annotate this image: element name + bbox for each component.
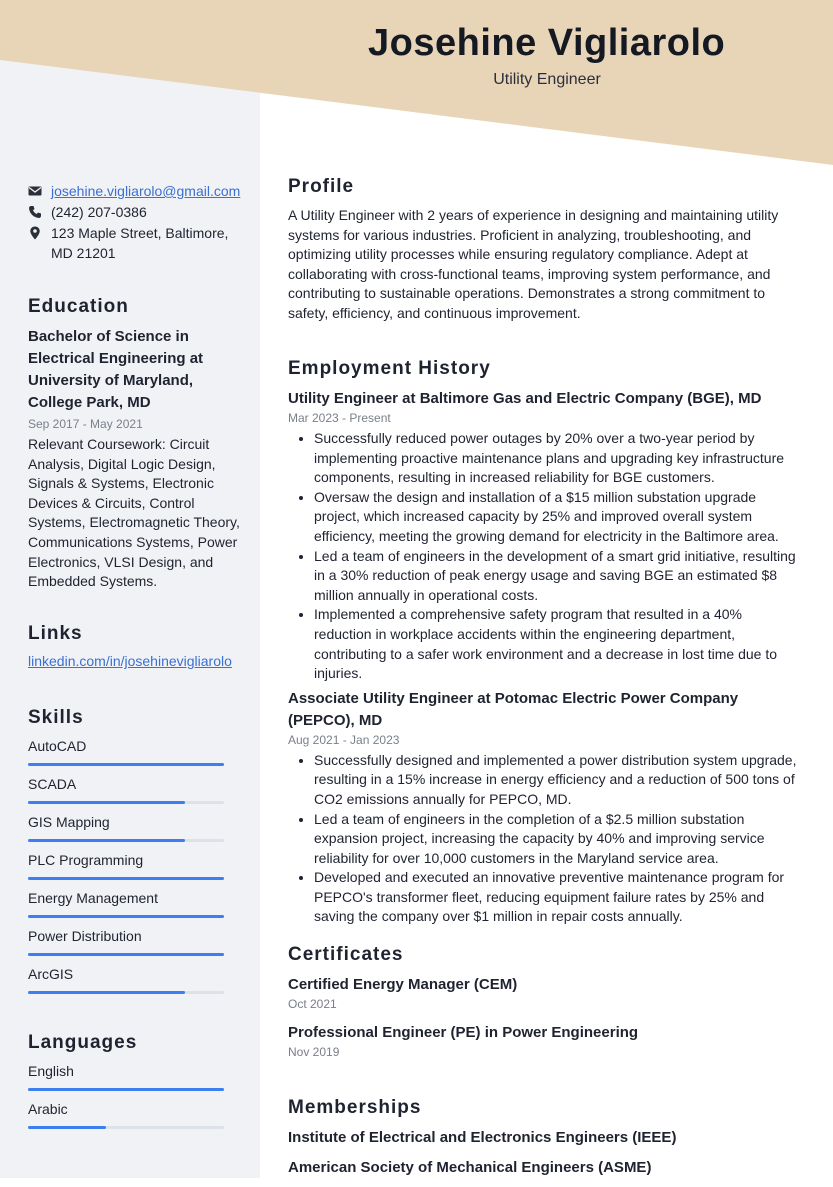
contact-phone-row: [28, 202, 243, 222]
job-entry-title: Utility Engineer at Baltimore Gas and Electric Company (BGE), MD: [288, 390, 762, 407]
job-bullets: [288, 429, 800, 684]
skill-bar-fill: [28, 877, 224, 880]
profile-heading: Profile: [288, 176, 355, 197]
profile-section: [288, 176, 800, 324]
language-bar: [28, 1088, 224, 1091]
contact-block: [28, 181, 243, 264]
job-bullets: [288, 751, 800, 927]
skill-name: ArcGIS: [28, 966, 74, 982]
links-section: [28, 623, 243, 671]
job-bullet: • Successfully designed and implemented a power distribution system upgrade, resulting in a 15% increase in energy efficiency and a reduction of 500 tons of CO2 emissions annually for PEPCO, MD.: [314, 751, 800, 810]
language-name: Arabic: [28, 1101, 68, 1117]
job-title: Utility Engineer: [493, 71, 601, 88]
skill-bar: [28, 915, 224, 918]
skill-bar-fill: [28, 801, 185, 804]
skill-name: SCADA: [28, 776, 77, 792]
memberships-section: [288, 1097, 800, 1187]
job-bullet: • Led a team of engineers in the completion of a $2.5 million substation expansion project, increasing the capacity by 40% and improving service reliability for over 10,000 customers in the Maryland service area.: [314, 810, 800, 869]
job-bullet: • Developed and executed an innovative preventive maintenance program for PEPCO's transformer fleet, reducing equipment failure rates by 25% and saving the company over $1 million in repair costs annually.: [314, 868, 800, 927]
language-item: [28, 1062, 243, 1100]
skill-item: [28, 965, 243, 1003]
skill-bar-fill: [28, 839, 185, 842]
linkedin-link[interactable]: linkedin.com/in/josehinevigliarolo: [28, 653, 232, 669]
skill-name: AutoCAD: [28, 738, 87, 754]
skill-item: [28, 927, 243, 965]
skill-bar: [28, 801, 224, 804]
job-bullet: • Successfully reduced power outages by 20% over a two-year period by implementing proactive maintenance plans and upgrading key infrastructure components, resulting in increased reliability for BGE customers.: [314, 429, 800, 488]
skill-bar: [28, 763, 224, 766]
language-name: English: [28, 1063, 74, 1079]
skill-item: [28, 813, 243, 851]
phone-icon: [28, 205, 42, 219]
education-section: [28, 296, 243, 592]
certificate-date: Nov 2019: [288, 1045, 340, 1059]
contact-email-row: [28, 181, 243, 201]
certificate-title: Certified Energy Manager (CEM): [288, 976, 518, 993]
education-dates: Sep 2017 - May 2021: [28, 417, 143, 431]
language-bar: [28, 1126, 224, 1129]
links-heading: Links: [28, 623, 83, 644]
contact-address-row: [28, 223, 243, 263]
job-entry-dates: Aug 2021 - Jan 2023: [288, 732, 400, 747]
education-heading: Education: [28, 296, 129, 317]
language-bar-fill: [28, 1088, 224, 1091]
skill-bar-fill: [28, 953, 224, 956]
profile-summary: A Utility Engineer with 2 years of experience in designing and maintaining utility systems for various industries. Proficient in analyzing, troubleshooting, and optimizing utility processes while ensuring regulatory compliance. Adept at collaborating with cross-functional teams, improving system performance, and contributing to sustainable operations. Demonstrates a strong commitment to safety, efficiency, and continuous improvement.: [288, 207, 779, 321]
certificate-date: Oct 2021: [288, 997, 337, 1011]
language-bar-fill: [28, 1126, 106, 1129]
skill-name: PLC Programming: [28, 852, 144, 868]
employment-section: [288, 358, 800, 927]
phone-number: (242) 207-0386: [51, 204, 147, 220]
skill-item: [28, 775, 243, 813]
job-entry: [288, 688, 800, 927]
skill-bar-fill: [28, 915, 224, 918]
membership-item: Institute of Electrical and Electronics Engineers (IEEE): [288, 1129, 677, 1146]
certificates-section: [288, 944, 800, 1070]
coursework: Relevant Coursework: Circuit Analysis, Digital Logic Design, Signals & Systems, Electronic Devices & Circuits, Control Systems, Electromagnetic Theory, Communications Systems, Power Electronics, VLSI Design, and Embedded Systems.: [28, 436, 240, 590]
language-item: [28, 1100, 243, 1138]
skill-bar: [28, 953, 224, 956]
skill-name: Power Distribution: [28, 928, 142, 944]
job-entry-title: Associate Utility Engineer at Potomac Electric Power Company (PEPCO), MD: [288, 689, 739, 729]
job-bullet: • Implemented a comprehensive safety program that resulted in a 40% reduction in workplace accidents within the engineering department, contributing to a safer work environment and a decrease in lost time due to injuries.: [314, 605, 800, 683]
envelope-icon: [28, 184, 42, 198]
skill-item: [28, 889, 243, 927]
languages-heading: Languages: [28, 1032, 138, 1053]
job-entry-dates: Mar 2023 - Present: [288, 411, 391, 425]
languages-section: [28, 1032, 243, 1138]
skill-bar: [28, 877, 224, 880]
skills-heading: Skills: [28, 707, 84, 728]
skill-item: [28, 737, 243, 775]
job-entry: [288, 388, 800, 684]
skill-bar: [28, 991, 224, 994]
certificates-heading: Certificates: [288, 944, 404, 965]
memberships-heading: Memberships: [288, 1097, 422, 1118]
skill-bar-fill: [28, 763, 224, 766]
membership-item: American Society of Mechanical Engineers (ASME): [288, 1159, 652, 1176]
candidate-name: Josehine Vigliarolo: [368, 22, 726, 64]
skill-bar: [28, 839, 224, 842]
skills-section: [28, 707, 243, 1003]
skill-bar-fill: [28, 991, 185, 994]
map-pin-icon: [28, 226, 42, 240]
certificate-title: Professional Engineer (PE) in Power Engineering: [288, 1024, 639, 1041]
degree-title: Bachelor of Science in Electrical Engineering at University of Maryland, College Park, MD: [28, 328, 204, 411]
job-bullet: • Led a team of engineers in the development of a smart grid initiative, resulting in a 30% reduction of peak energy usage and saving BGE an estimated $8 million annually in operational costs.: [314, 547, 800, 606]
skill-name: GIS Mapping: [28, 814, 110, 830]
employment-heading: Employment History: [288, 358, 491, 379]
skill-item: [28, 851, 243, 889]
skill-name: Energy Management: [28, 890, 158, 906]
address: 123 Maple Street, Baltimore, MD 21201: [51, 225, 229, 261]
job-bullet: • Oversaw the design and installation of a $15 million substation upgrade project, which increased capacity by 25% and improved overall system efficiency, meeting the growing demand for electricity in the Baltimore area.: [314, 488, 800, 547]
email-link[interactable]: josehine.vigliarolo@gmail.com: [51, 183, 241, 199]
